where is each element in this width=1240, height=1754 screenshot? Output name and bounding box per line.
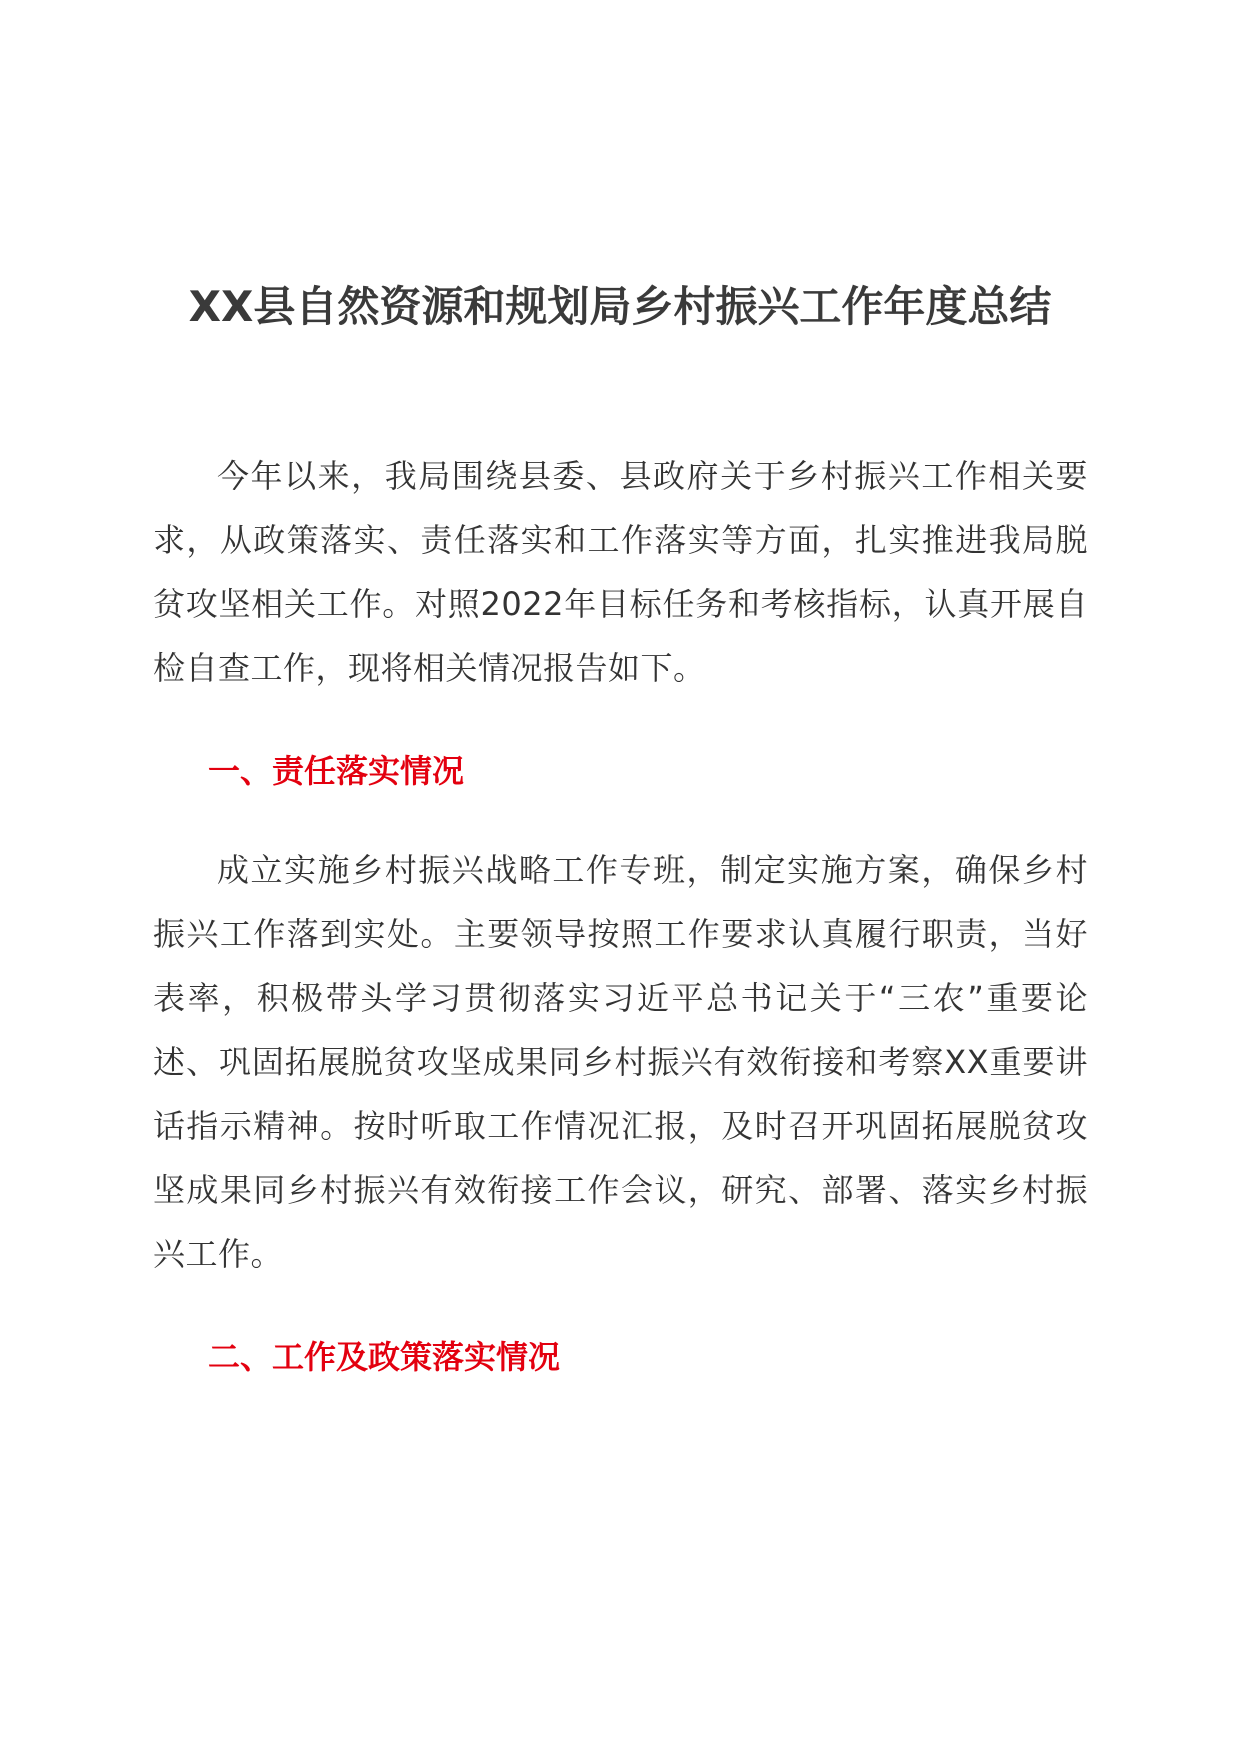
document-title: XX县自然资源和规划局乡村振兴工作年度总结 bbox=[188, 282, 1052, 331]
section-heading-responsibility: 一、责任落实情况 bbox=[208, 752, 465, 790]
section-body-responsibility: 成立实施乡村振兴战略工作专班，制定实施方案，确保乡村振兴工作落到实处。主要领导按照工作要求认真履行职责，当好表率，积极带头学习贯彻落实习近平总书记关于“三农”重要论述、巩固拓展脱贫攻坚成果同乡村振兴有效衔接和考察XX重要讲话指示精神。按时听取工作情况汇报，及时召开巩固拓展脱贫攻坚成果同乡村振兴有效衔接工作会议，研究、部署、落实乡村振兴工作。 bbox=[153, 851, 1088, 1273]
section-heading-policy: 二、工作及政策落实情况 bbox=[208, 1338, 561, 1376]
intro-paragraph: 今年以来，我局围绕县委、县政府关于乡村振兴工作相关要求，从政策落实、责任落实和工作落实等方面，扎实推进我局脱贫攻坚相关工作。对照2022年目标任务和考核指标，认真开展自检自查工作，现将相关情况报告如下。 bbox=[153, 457, 1088, 687]
